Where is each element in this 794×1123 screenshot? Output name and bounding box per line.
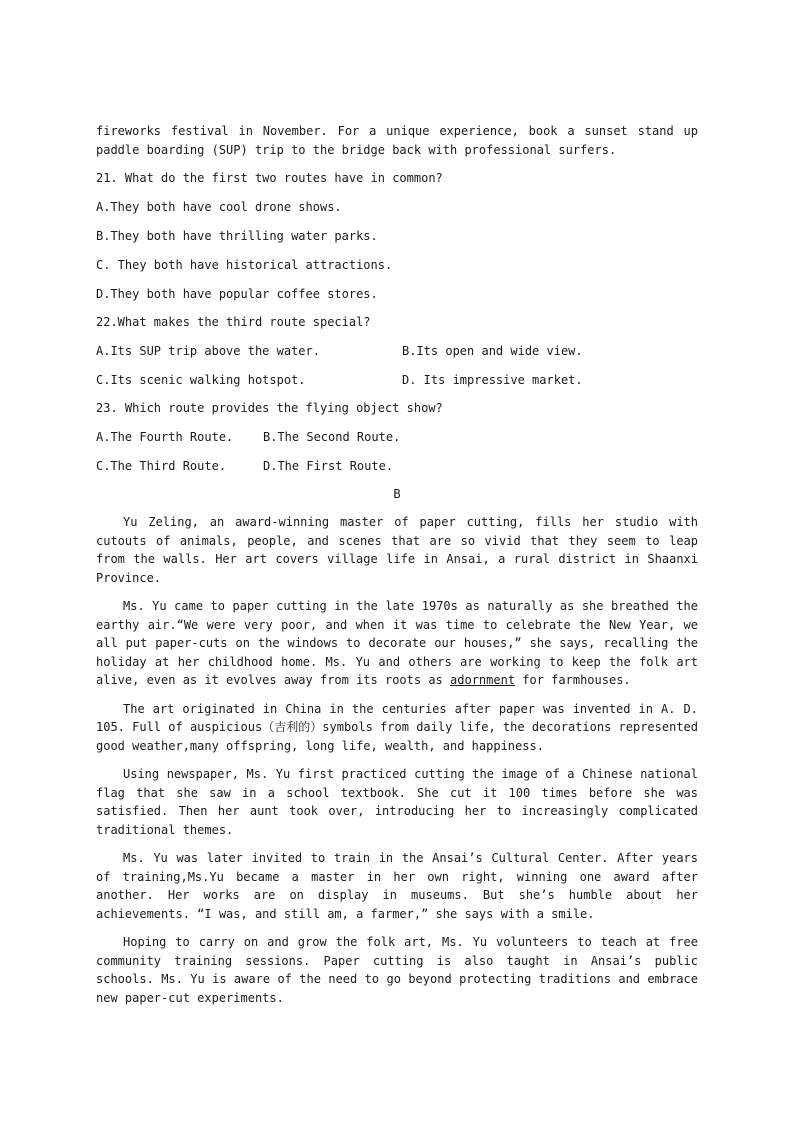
passage-b-paragraph-3	[96, 700, 698, 756]
question-23-option-a: A.The Fourth Route.	[96, 430, 234, 444]
section-b-heading: B	[393, 487, 401, 501]
paragraph-3-text: The art originated in China in the centuries after paper was invented in A. D. 105. Full of auspicious	[96, 701, 698, 734]
question-22-option-c: C.Its scenic walking hotspot.	[96, 373, 306, 387]
question-23-stem: 23. Which route provides the flying object show?	[96, 401, 443, 415]
document-page	[96, 122, 698, 1007]
underlined-word-adornment: adornment	[450, 673, 516, 687]
paragraph-3-tail: symbols from daily life, the decorations represented good weather,many offspring, long life, wealth, and happiness.	[96, 720, 698, 753]
question-21-option-d: D.They both have popular coffee stores.	[96, 287, 378, 301]
chinese-gloss: （吉利的）	[262, 720, 323, 734]
passage-b-paragraph-1: Yu Zeling, an award-winning master of paper cutting, fills her studio with cutouts of animals, people, and scenes that are so vivid that they seem to leap from the walls. Her art covers village life in Ansai, a rural district in Shaanxi Province.	[96, 515, 698, 585]
question-22-options-row-1	[96, 342, 698, 360]
intro-paragraph: fireworks festival in November. For a unique experience, book a sunset stand up paddle boarding (SUP) trip to the bridge back with professional surfers.	[96, 124, 698, 157]
question-23-option-d: D.The First Route.	[263, 459, 394, 473]
passage-b-paragraph-2	[96, 597, 698, 690]
question-21-option-c: C. They both have historical attractions.	[96, 258, 393, 272]
question-23-option-c: C.The Third Route.	[96, 459, 227, 473]
question-22-options-row-2	[96, 371, 698, 389]
passage-b-paragraph-4: Using newspaper, Ms. Yu first practiced cutting the image of a Chinese national flag that she saw in a school textbook. She cut it 100 times before she was satisfied. Then her aunt took over, introducing her to increasingly complicated traditional themes.	[96, 767, 698, 837]
question-21-option-a: A.They both have cool drone shows.	[96, 200, 342, 214]
question-23-options-row-1	[96, 428, 698, 446]
paragraph-2-text: Ms. Yu came to paper cutting in the late 1970s as naturally as she breathed the earthy air.“We were very poor, and when it was time to celebrate the New Year, we all put paper-cuts on the windows to decorate our houses,” she says, recalling the holiday at her childhood home. Ms. Yu and others are working to keep the folk art alive, even as it evolves away from its roots as	[96, 599, 698, 687]
question-21-option-b: B.They both have thrilling water parks.	[96, 229, 378, 243]
passage-b-paragraph-5: Ms. Yu was later invited to train in the Ansai’s Cultural Center. After years of training,Ms.Yu became a master in her own right, winning one award after another. Her works are on display in museums. But she’s humble about her achievements. “I was, and still am, a farmer,” she says with a smile.	[96, 851, 698, 921]
question-22-option-a: A.Its SUP trip above the water.	[96, 344, 320, 358]
passage-b-paragraph-6: Hoping to carry on and grow the folk art, Ms. Yu volunteers to teach at free community training sessions. Paper cutting is also taught in Ansai’s public schools. Ms. Yu is aware of the need to go beyond protecting traditions and embrace new paper-cut experiments.	[96, 935, 698, 1005]
question-23-option-b: B.The Second Route.	[263, 430, 401, 444]
paragraph-2-tail: for farmhouses.	[515, 673, 631, 687]
question-22-option-d: D. Its impressive market.	[402, 373, 583, 387]
question-21-stem: 21. What do the first two routes have in common?	[96, 171, 443, 185]
question-22-option-b: B.Its open and wide view.	[402, 344, 583, 358]
question-22-stem: 22.What makes the third route special?	[96, 315, 371, 329]
question-23-options-row-2	[96, 457, 698, 475]
